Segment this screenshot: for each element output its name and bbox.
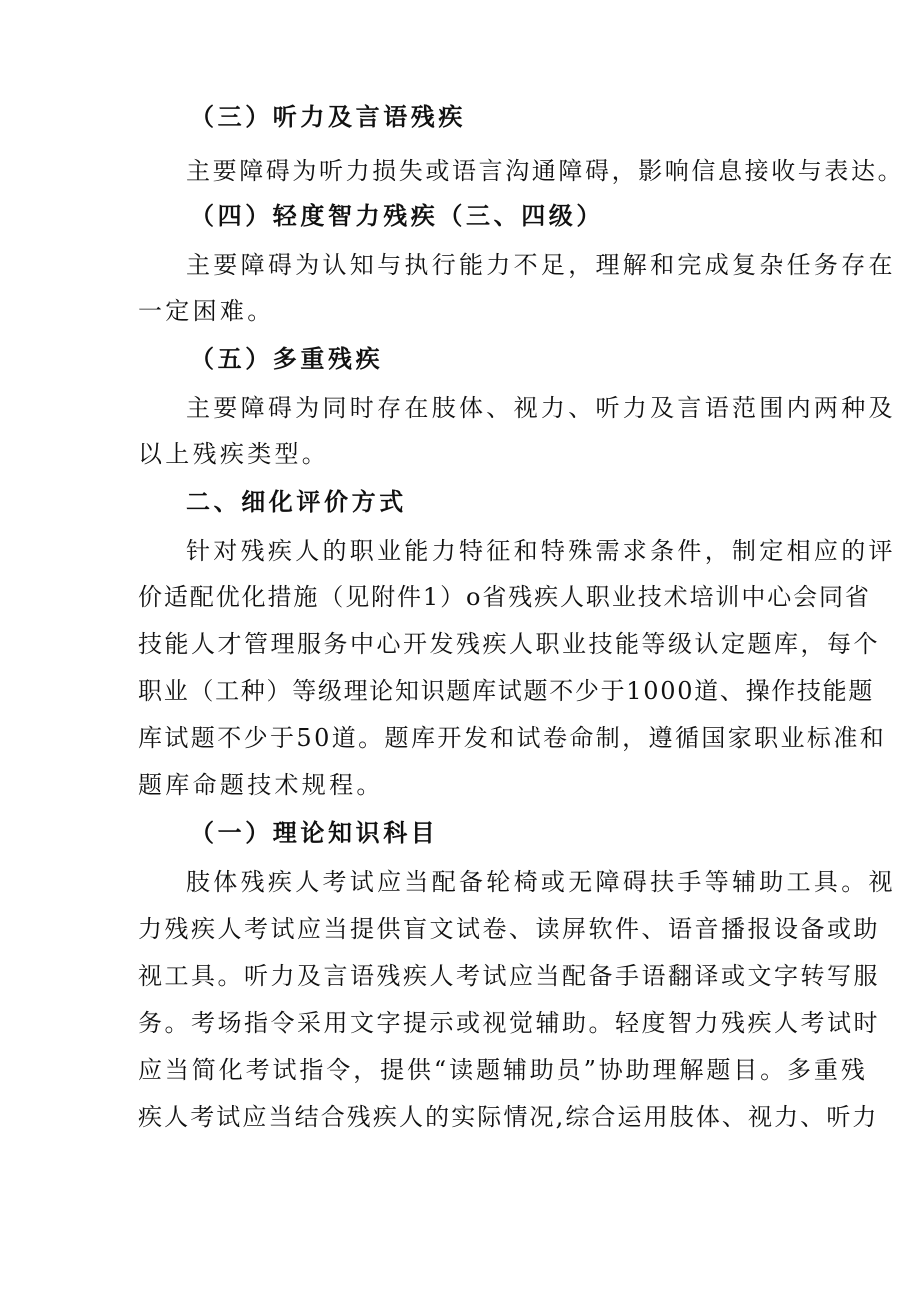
section-heading-hearing-speech: （三）听力及言语残疾 — [190, 103, 466, 131]
section-heading-refined-evaluation: 二、细化评价方式 — [186, 488, 407, 516]
paragraph-evaluation-line-1: 针对残疾人的职业能力特征和特殊需求条件，制定相应的评 — [186, 537, 896, 565]
paragraph-evaluation-line-4: 职业（工种）等级理论知识题库试题不少于1000道、操作技能题 — [138, 677, 875, 705]
section-heading-multiple: （五）多重残疾 — [190, 345, 384, 373]
paragraph-evaluation-line-6: 题库命题技术规程。 — [138, 771, 384, 799]
paragraph-theory-line-6: 疾人考试应当结合残疾人的实际情况,综合运用肢体、视力、听力 — [138, 1103, 879, 1131]
paragraph-evaluation-line-2: 价适配优化措施（见附件1）o省残疾人职业技术培训中心会同省 — [138, 583, 871, 611]
paragraph-evaluation-line-5: 库试题不少于50道。题库开发和试卷命制，遵循国家职业标准和 — [138, 724, 887, 752]
paragraph-theory-line-3: 视工具。听力及言语残疾人考试应当配备手语翻译或文字转写服 — [138, 962, 880, 990]
section-heading-mild-intellectual: （四）轻度智力残疾（三、四级） — [190, 202, 604, 230]
paragraph-mild-intellectual-line-2: 一定困难。 — [138, 297, 275, 325]
paragraph-theory-line-5: 应当简化考试指令，提供“读题辅助员”协助理解题目。多重残 — [138, 1056, 868, 1084]
paragraph-hearing-speech: 主要障碍为听力损失或语言沟通障碍，影响信息接收与表达。 — [186, 157, 905, 185]
paragraph-theory-line-4: 务。考场指令采用文字提示或视觉辅助。轻度智力残疾人考试时 — [138, 1009, 880, 1037]
paragraph-evaluation-line-3: 技能人才管理服务中心开发残疾人职业技能等级认定题库，每个 — [138, 630, 880, 658]
paragraph-theory-line-2: 力残疾人考试应当提供盲文试卷、读屏软件、语音播报设备或助 — [138, 915, 880, 943]
paragraph-multiple-line-1: 主要障碍为同时存在肢体、视力、听力及言语范围内两种及 — [186, 394, 896, 422]
paragraph-theory-line-1: 肢体残疾人考试应当配备轮椅或无障碍扶手等辅助工具。视 — [186, 868, 896, 896]
paragraph-multiple-line-2: 以上残疾类型。 — [138, 440, 330, 468]
paragraph-mild-intellectual-line-1: 主要障碍为认知与执行能力不足，理解和完成复杂任务存在 — [186, 251, 896, 279]
section-heading-theory-subject: （一）理论知识科目 — [190, 819, 439, 847]
